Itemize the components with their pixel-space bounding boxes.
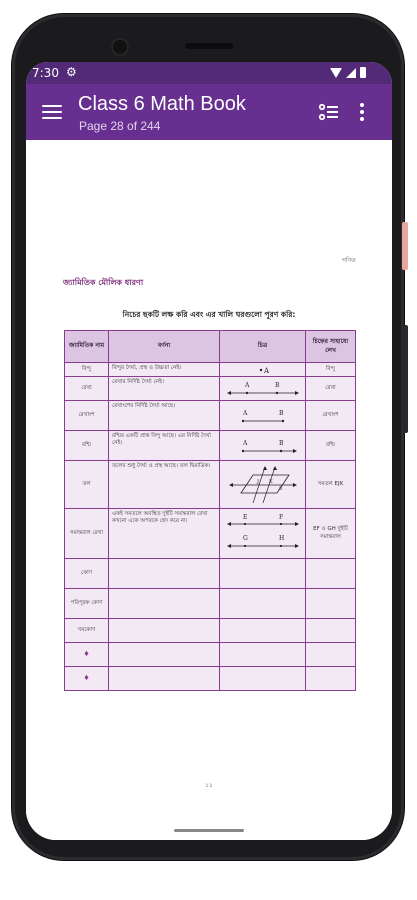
table-row bbox=[65, 667, 356, 691]
power-button bbox=[402, 222, 408, 270]
row-symbol: EF ও GH দুইটি সমান্তরাল bbox=[306, 509, 356, 559]
volume-button bbox=[402, 325, 408, 433]
document-page[interactable] bbox=[26, 140, 392, 840]
plane-figure bbox=[220, 461, 306, 509]
svg-text:B: B bbox=[278, 409, 283, 417]
app-bar bbox=[26, 84, 392, 140]
segment-figure bbox=[220, 401, 306, 431]
empty-figure-cell bbox=[220, 619, 306, 643]
row-description: একই সমতলে অবস্থিত দুইটি সমান্তরাল রেখা কখনো একে অপরকে ছেদ করে না। bbox=[109, 509, 220, 559]
page-indicator: Page 28 of 244 bbox=[79, 119, 161, 133]
figure-label: A bbox=[263, 366, 269, 375]
row-symbol bbox=[306, 667, 356, 691]
front-camera bbox=[113, 40, 127, 54]
row-symbol: রশ্মি bbox=[306, 431, 356, 461]
more-vert-icon[interactable] bbox=[356, 102, 368, 122]
wifi-icon bbox=[330, 68, 342, 78]
table-header-cell: জ্যামিতিক নাম bbox=[65, 331, 109, 363]
table-row bbox=[65, 509, 356, 559]
row-name: তল bbox=[65, 461, 109, 509]
table-row bbox=[65, 363, 356, 377]
ray-figure bbox=[220, 431, 306, 461]
row-name: রশ্মি bbox=[65, 431, 109, 461]
empty-figure-cell bbox=[220, 667, 306, 691]
line-figure bbox=[220, 377, 306, 401]
svg-text:K: K bbox=[268, 478, 273, 485]
row-description: তলের শুধু দৈর্ঘ্য ও প্রস্থ আছে। তল দ্বিমাত্রিক। bbox=[109, 461, 220, 509]
page-corner-label: গণিত bbox=[342, 257, 356, 264]
empty-figure-cell bbox=[220, 559, 306, 589]
geometry-concepts-table bbox=[64, 330, 356, 691]
svg-text:E: E bbox=[242, 513, 247, 521]
row-symbol bbox=[306, 619, 356, 643]
row-description: রশ্মির একটি প্রান্ত বিন্দু আছে। এর নির্দিষ্ট দৈর্ঘ্য নেই। bbox=[109, 431, 220, 461]
table-row bbox=[65, 643, 356, 667]
gear-icon: ⚙ bbox=[66, 65, 77, 79]
screen bbox=[26, 62, 392, 840]
table-header-cell: চিহ্নের সাহায্যে লেখ bbox=[306, 331, 356, 363]
svg-text:A: A bbox=[244, 381, 249, 389]
diamond-bullet-icon: ♦ bbox=[65, 667, 109, 691]
status-bar bbox=[26, 62, 392, 84]
svg-text:E: E bbox=[278, 485, 283, 492]
table-header-cell: চিত্র bbox=[220, 331, 306, 363]
row-name: পরিপূরক কোণ bbox=[65, 589, 109, 619]
status-time: 7:30 bbox=[32, 66, 59, 80]
table-row bbox=[65, 431, 356, 461]
table-header-row bbox=[65, 331, 356, 363]
table-row bbox=[65, 619, 356, 643]
row-description bbox=[109, 559, 220, 589]
app-title: Class 6 Math Book bbox=[78, 93, 246, 115]
table-row bbox=[65, 401, 356, 431]
row-description bbox=[109, 667, 220, 691]
table-row bbox=[65, 559, 356, 589]
row-description: বিন্দুর দৈর্ঘ্য, প্রস্থ ও উচ্চতা নেই। bbox=[109, 363, 220, 377]
empty-figure-cell bbox=[220, 589, 306, 619]
table-header-cell: বর্ণনা bbox=[109, 331, 220, 363]
svg-text:A: A bbox=[242, 409, 247, 417]
svg-text:A: A bbox=[242, 439, 247, 447]
row-name: রেখা bbox=[65, 377, 109, 401]
row-symbol bbox=[306, 559, 356, 589]
hamburger-icon[interactable] bbox=[42, 103, 62, 119]
svg-text:F: F bbox=[278, 513, 283, 521]
row-name: রেখাংশ bbox=[65, 401, 109, 431]
row-description: রেখার নির্দিষ্ট দৈর্ঘ্য নেই। bbox=[109, 377, 220, 401]
home-indicator[interactable] bbox=[174, 829, 244, 832]
row-name: কোণ bbox=[65, 559, 109, 589]
row-description bbox=[109, 619, 220, 643]
diamond-bullet-icon: ♦ bbox=[65, 643, 109, 667]
row-symbol: বিন্দু bbox=[306, 363, 356, 377]
section-heading: জ্যামিতিক মৌলিক ধারণা bbox=[63, 278, 144, 287]
row-name: সমকোণ bbox=[65, 619, 109, 643]
row-description bbox=[109, 643, 220, 667]
parallel-lines-figure bbox=[220, 509, 306, 559]
row-name: সমান্তরাল রেখা bbox=[65, 509, 109, 559]
battery-icon bbox=[360, 67, 366, 78]
svg-text:B: B bbox=[278, 439, 283, 447]
table-row bbox=[65, 461, 356, 509]
row-symbol bbox=[306, 589, 356, 619]
row-symbol bbox=[306, 643, 356, 667]
svg-text:B: B bbox=[274, 381, 279, 389]
page-number: ১১ bbox=[205, 782, 213, 789]
signal-icon bbox=[346, 68, 356, 78]
row-symbol: সমতল EJK bbox=[306, 461, 356, 509]
empty-figure-cell bbox=[220, 643, 306, 667]
svg-text:J: J bbox=[256, 478, 259, 485]
table-row bbox=[65, 589, 356, 619]
svg-text:H: H bbox=[278, 534, 284, 542]
point-figure bbox=[220, 363, 306, 377]
table-row bbox=[65, 377, 356, 401]
row-description bbox=[109, 589, 220, 619]
table-caption: নিচের ছকটি লক্ষ করি এবং এর খালি ঘরগুলো পূরণ করি: bbox=[122, 310, 296, 319]
svg-text:G: G bbox=[242, 534, 248, 542]
table-of-contents-icon[interactable] bbox=[318, 102, 340, 122]
status-icons bbox=[330, 67, 366, 78]
row-description: রেখাংশের নির্দিষ্ট দৈর্ঘ্য আছে। bbox=[109, 401, 220, 431]
row-symbol: রেখাংশ bbox=[306, 401, 356, 431]
row-name: বিন্দু bbox=[65, 363, 109, 377]
earpiece-speaker bbox=[185, 43, 233, 49]
row-symbol: রেখা bbox=[306, 377, 356, 401]
